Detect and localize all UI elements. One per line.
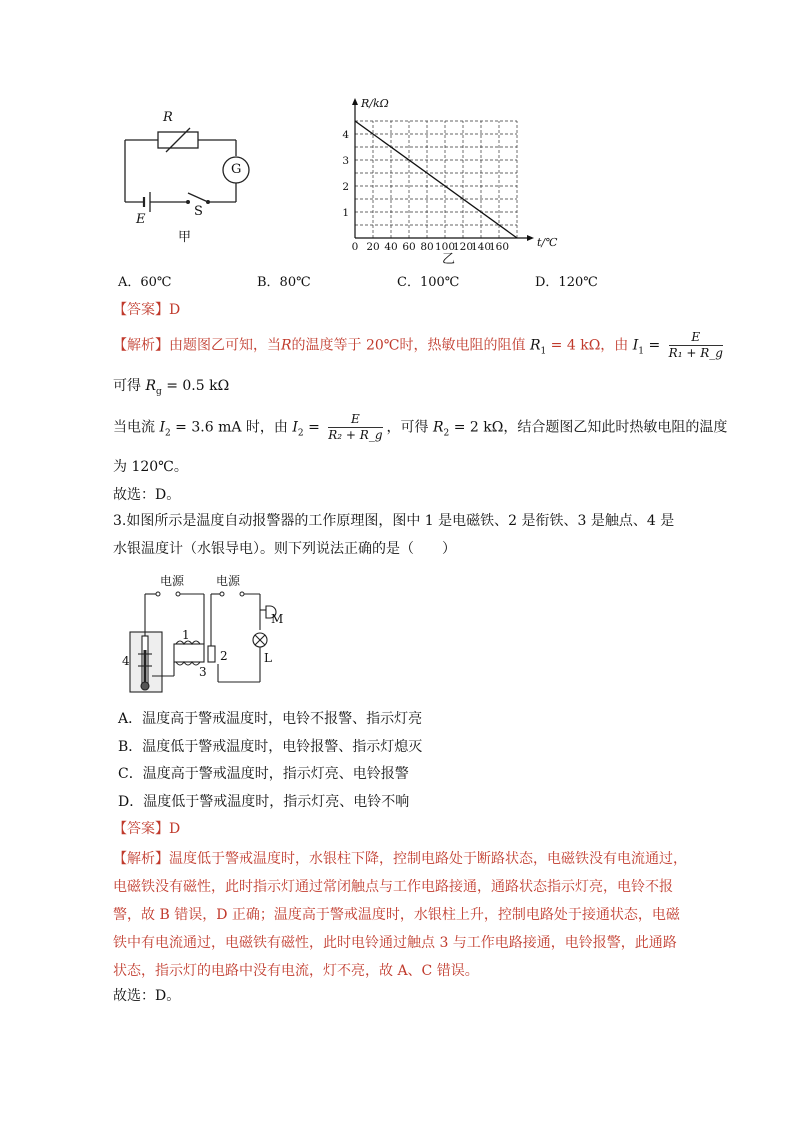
y-axis-arrow <box>352 98 358 105</box>
subscript: 2 <box>164 428 171 439</box>
x-tick-label: 80 <box>420 241 434 253</box>
label-E: E <box>136 212 146 227</box>
analysis-text: = 3.6 mA 时，由 <box>170 419 293 436</box>
x-tick-label: 140 <box>470 241 492 253</box>
fraction-denominator: R₁ + R_g <box>668 346 723 360</box>
answer-label: 【答案】 <box>113 302 169 318</box>
q3-conclusion: 故选：D。 <box>113 988 181 1004</box>
subscript: g <box>156 386 162 397</box>
x-tick-label: 60 <box>402 241 416 253</box>
fraction-2 <box>328 412 382 443</box>
analysis-text: = 0.5 kΩ <box>161 378 230 394</box>
label-R: R <box>163 110 173 125</box>
analysis-text: ，可得 <box>386 419 433 436</box>
x-tick-label: 160 <box>488 241 510 253</box>
analysis-text: 由题图乙可知，当 <box>169 337 281 354</box>
x-tick-label: 120 <box>452 241 474 253</box>
equals: = <box>303 419 320 436</box>
q2-option-d[interactable]: D．120℃ <box>535 275 598 290</box>
q2-analysis-line1 <box>113 330 727 361</box>
q3-option-a[interactable]: A．温度高于警戒温度时，电铃不报警、指示灯亮 <box>118 711 423 727</box>
answer-value: D <box>169 302 181 318</box>
analysis-label: 【解析】 <box>113 337 169 354</box>
fig-label-L: L <box>264 651 272 665</box>
x-tick-label: 0 <box>351 241 359 253</box>
y-tick-label: 4 <box>342 129 349 141</box>
fraction-denominator: R₂ + R_g <box>328 428 383 442</box>
alarm-circuit-diagram <box>118 570 298 700</box>
q3-option-b[interactable]: B．温度低于警戒温度时，电铃报警、指示灯熄灭 <box>118 739 423 755</box>
q3-analysis-line: 铁中有电流通过，电磁铁有磁性，此时电铃通过触点 3 与工作电路接通，电铃报警，此通路 <box>113 935 677 951</box>
analysis-text: = 2 kΩ，结合题图乙知此时热敏电阻的温度 <box>449 419 728 436</box>
fraction-numerator: E <box>328 412 382 428</box>
fig-label-3: 3 <box>199 665 207 679</box>
y-tick-label: 3 <box>342 155 349 167</box>
answer-value: D <box>169 821 181 837</box>
analysis-label: 【解析】 <box>113 851 169 867</box>
fig-label-1: 1 <box>182 628 190 642</box>
fig-power-label-1: 电源 <box>160 574 185 588</box>
q2-analysis-line3 <box>113 412 727 443</box>
q2-analysis-line2 <box>113 376 229 402</box>
figure-caption-jia: 甲 <box>178 230 192 245</box>
analysis-text: = 4 kΩ，由 <box>546 337 629 354</box>
x-axis-label: t/℃ <box>537 236 558 249</box>
q3-option-d[interactable]: D．温度低于警戒温度时，指示灯亮、电铃不响 <box>118 794 410 810</box>
analysis-text: 当电流 <box>113 419 160 436</box>
q3-answer <box>113 819 180 839</box>
q2-conclusion: 故选：D。 <box>113 487 181 503</box>
fig-label-4: 4 <box>122 654 130 668</box>
subscript: 1 <box>540 346 547 357</box>
fig-label-2: 2 <box>220 649 228 663</box>
q3-analysis-line: 电磁铁没有磁性，此时指示灯通过常闭触点与工作电路接通，通路状态指示灯亮，电铃不报 <box>113 879 673 895</box>
label-S: S <box>194 204 203 219</box>
x-tick-label: 20 <box>366 241 380 253</box>
resistance-temperature-chart <box>330 90 560 265</box>
x-axis-arrow <box>527 235 534 241</box>
y-tick-label: 1 <box>342 207 349 219</box>
analysis-text: 的温度等于 20℃时，热敏电阻的阻值 <box>291 337 526 354</box>
equals: = <box>644 337 661 354</box>
q2-option-a[interactable]: A．60℃ <box>118 275 172 290</box>
symbol-Rg: R <box>145 378 156 394</box>
symbol-R1: R <box>529 337 541 354</box>
x-tick-label: 40 <box>384 241 398 253</box>
fig-label-M: M <box>271 612 284 626</box>
q3-analysis-line: 状态，指示灯的电路中没有电流，灯不亮，故 A、C 错误。 <box>113 963 479 979</box>
x-tick-label: 100 <box>434 241 456 253</box>
label-G: G <box>231 162 242 177</box>
symbol-I2: I <box>292 419 298 436</box>
subscript: 2 <box>443 428 450 439</box>
q3-analysis <box>113 845 687 985</box>
q3-stem-line1: 3.如图所示是温度自动报警器的工作原理图，图中 1 是电磁铁、2 是衔铁、3 是触点、4 是 <box>113 513 675 529</box>
q2-analysis-line4: 为 120℃。 <box>113 459 188 475</box>
subscript: 1 <box>638 346 645 357</box>
y-tick-label: 2 <box>342 181 349 193</box>
series-line <box>355 121 517 238</box>
analysis-text: 可得 <box>113 378 146 394</box>
fraction-numerator: E <box>669 330 723 346</box>
q2-answer <box>113 300 180 320</box>
q3-analysis-line <box>113 845 687 873</box>
q2-option-c[interactable]: C．100℃ <box>397 275 460 290</box>
symbol-R2: R <box>432 419 444 436</box>
y-axis-label: R/kΩ <box>361 97 389 110</box>
symbol-R: R <box>281 337 292 354</box>
q3-analysis-line: 警，故 B 错误，D 正确；温度高于警戒温度时，水银柱上升，控制电路处于接通状态，电磁 <box>113 907 680 923</box>
symbol-I2: I <box>159 419 165 436</box>
symbol-I1: I <box>632 337 639 354</box>
q3-stem-line2: 水银温度计（水银导电）。则下列说法正确的是（ ） <box>113 541 456 557</box>
q2-option-b[interactable]: B．80℃ <box>257 275 311 290</box>
q3-option-c[interactable]: C．温度高于警戒温度时，指示灯亮、电铃报警 <box>118 766 409 782</box>
subscript: 2 <box>297 428 304 439</box>
fraction-1 <box>669 330 723 361</box>
fig-power-label-2: 电源 <box>216 574 241 588</box>
analysis-text: 温度低于警戒温度时，水银柱下降，控制电路处于断路状态，电磁铁没有电流通过， <box>169 851 687 867</box>
chart-caption-yi: 乙 <box>442 252 456 267</box>
answer-label: 【答案】 <box>113 821 169 837</box>
